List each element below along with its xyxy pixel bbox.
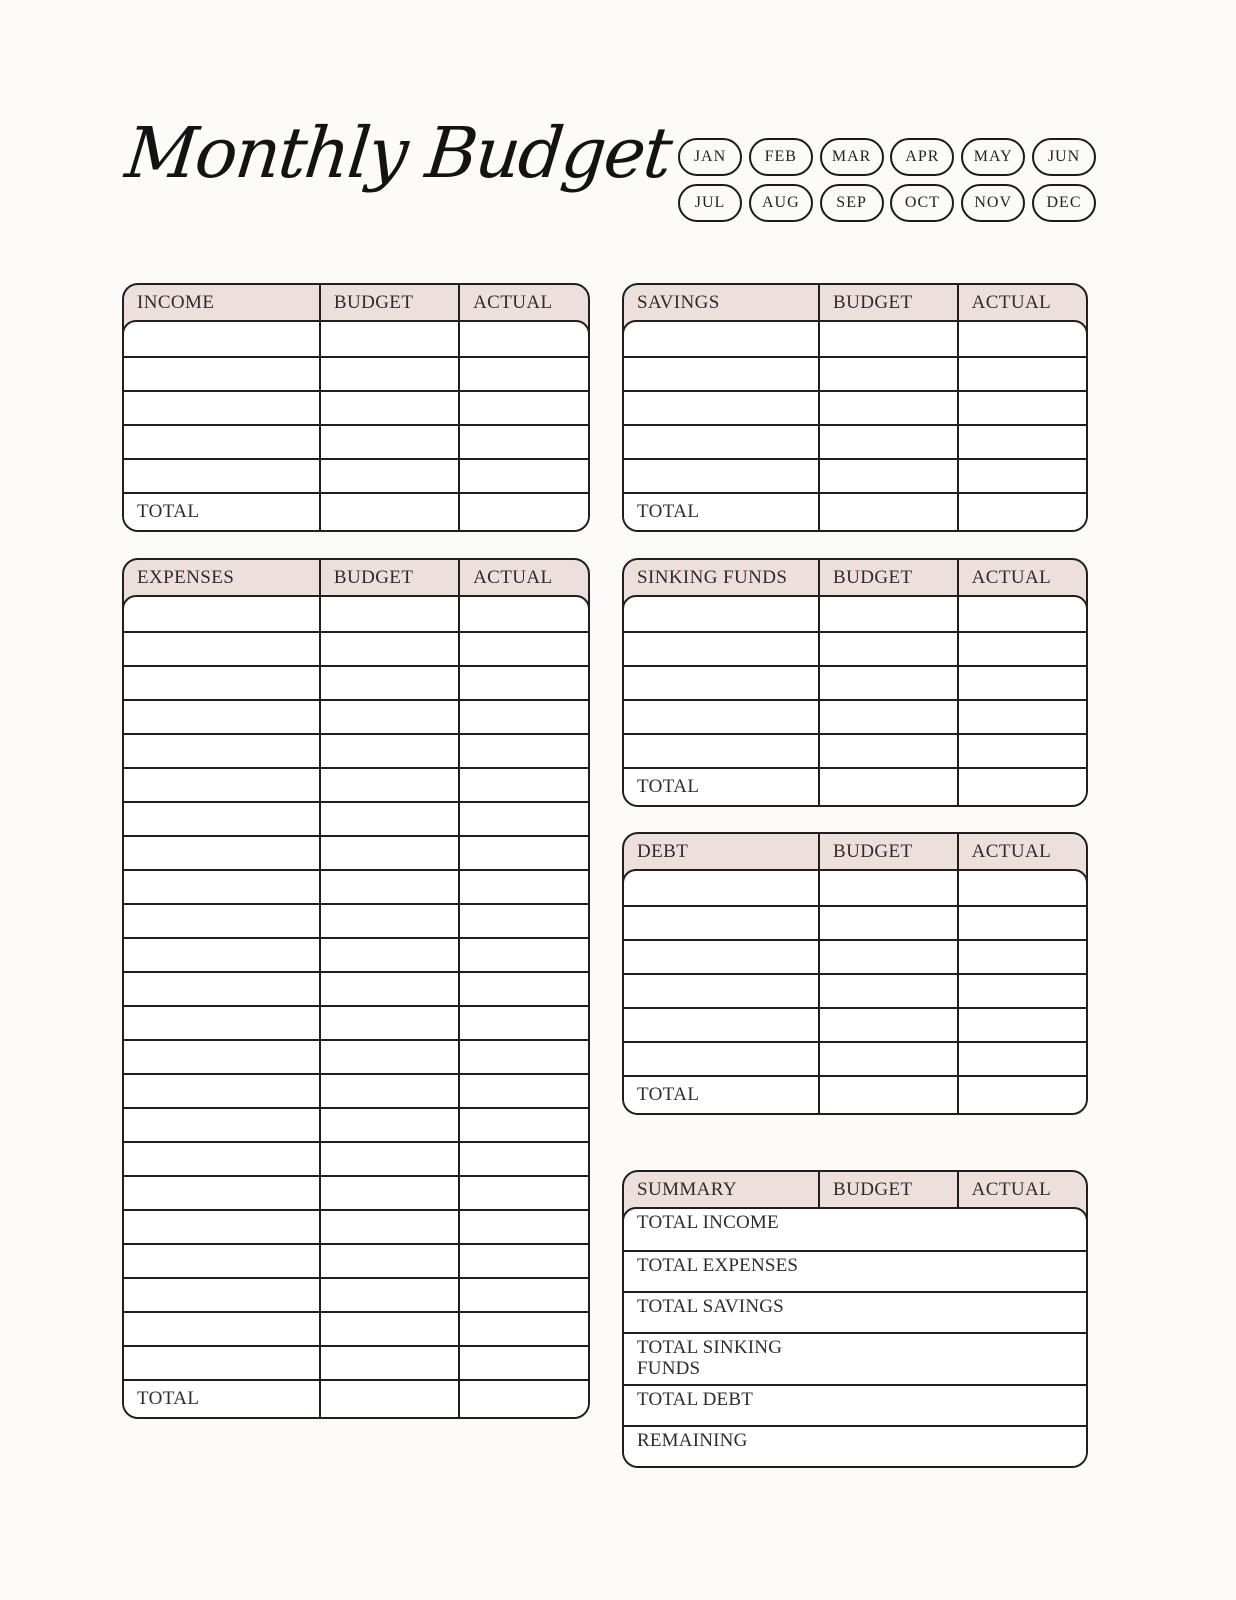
table-body xyxy=(622,1207,1088,1468)
table-row xyxy=(124,665,588,699)
table-row xyxy=(124,903,588,937)
table-cell[interactable] xyxy=(124,1313,319,1345)
table-row xyxy=(624,631,1086,665)
table-cell[interactable] xyxy=(319,973,458,1005)
table-cell[interactable] xyxy=(818,633,957,665)
table-title: SAVINGS xyxy=(637,291,720,313)
table-header-row xyxy=(624,834,1086,869)
table-cell[interactable] xyxy=(624,941,818,973)
table-row xyxy=(624,973,1086,1007)
table-cell[interactable] xyxy=(818,1043,957,1075)
month-pill-may[interactable]: MAY xyxy=(961,138,1025,176)
summary-row-label: REMAINING xyxy=(637,1429,748,1451)
table-cell[interactable] xyxy=(458,1211,588,1243)
table-header-row xyxy=(124,560,588,595)
column-header-actual: ACTUAL xyxy=(458,560,588,595)
table-cell[interactable] xyxy=(319,460,458,492)
summary-row-label: TOTAL EXPENSES xyxy=(637,1255,799,1276)
table-row xyxy=(124,322,588,356)
table-cell[interactable] xyxy=(624,392,818,424)
table-cell[interactable] xyxy=(458,1279,588,1311)
table-cell[interactable] xyxy=(458,1381,588,1417)
table-cell[interactable] xyxy=(124,973,319,1005)
table-cell[interactable] xyxy=(957,1043,1086,1075)
table-cell[interactable] xyxy=(818,358,957,390)
table-row xyxy=(124,699,588,733)
summary-row-label: TOTAL SINKING FUNDS xyxy=(637,1337,783,1379)
table-cell[interactable] xyxy=(458,597,588,631)
table-cell[interactable] xyxy=(818,1077,957,1113)
table-row xyxy=(124,424,588,458)
table-cell[interactable] xyxy=(458,1347,588,1379)
table-row xyxy=(124,597,588,631)
table-cell[interactable] xyxy=(458,494,588,530)
table-body xyxy=(622,869,1088,1115)
table-cell[interactable] xyxy=(957,633,1086,665)
table-cell[interactable] xyxy=(458,322,588,356)
table-row xyxy=(124,1311,588,1345)
table-cell[interactable] xyxy=(124,392,319,424)
table-row xyxy=(124,1209,588,1243)
table-cell[interactable] xyxy=(124,597,319,631)
table-row xyxy=(124,1345,588,1379)
total-label: TOTAL xyxy=(137,501,200,522)
table-cell[interactable] xyxy=(818,667,957,699)
total-row xyxy=(624,767,1086,805)
table-cell[interactable] xyxy=(319,701,458,733)
table-row xyxy=(124,733,588,767)
table-cell[interactable] xyxy=(124,837,319,869)
month-selector xyxy=(678,138,1096,222)
table-body xyxy=(122,595,590,1419)
table-row xyxy=(624,458,1086,492)
table-row xyxy=(124,801,588,835)
month-pill-aug[interactable]: AUG xyxy=(749,184,813,222)
table-cell[interactable] xyxy=(319,667,458,699)
table-cell[interactable] xyxy=(624,701,818,733)
table-cell[interactable] xyxy=(458,633,588,665)
month-pill-jul[interactable]: JUL xyxy=(678,184,742,222)
total-label: TOTAL xyxy=(637,501,700,522)
table-row xyxy=(124,869,588,903)
table-cell[interactable] xyxy=(319,803,458,835)
table-header-row xyxy=(124,285,588,320)
table-cell[interactable] xyxy=(458,837,588,869)
table-cell[interactable] xyxy=(624,322,818,356)
table-cell[interactable] xyxy=(818,975,957,1007)
summary-row-label: TOTAL SAVINGS xyxy=(637,1296,784,1317)
table-cell[interactable] xyxy=(957,975,1086,1007)
table-cell[interactable] xyxy=(319,1381,458,1417)
table-row xyxy=(124,390,588,424)
table-cell[interactable] xyxy=(319,1143,458,1175)
table-cell[interactable] xyxy=(124,633,319,665)
table-header-row xyxy=(624,285,1086,320)
table-cell[interactable] xyxy=(319,426,458,458)
table-cell[interactable] xyxy=(124,905,319,937)
table-cell[interactable] xyxy=(319,939,458,971)
month-pill-apr[interactable]: APR xyxy=(890,138,954,176)
table-cell[interactable] xyxy=(458,701,588,733)
table-cell[interactable] xyxy=(818,907,957,939)
table-row xyxy=(124,631,588,665)
table-title: SINKING FUNDS xyxy=(637,566,788,588)
table-cell[interactable] xyxy=(124,1041,319,1073)
summary-row xyxy=(624,1384,1086,1425)
column-header-budget: BUDGET xyxy=(319,285,458,320)
column-header-actual: ACTUAL xyxy=(957,1172,1086,1207)
table-cell[interactable] xyxy=(319,735,458,767)
table-row xyxy=(124,1039,588,1073)
summary-row xyxy=(624,1425,1086,1466)
month-pill-sep[interactable]: SEP xyxy=(820,184,884,222)
table-cell[interactable] xyxy=(124,1245,319,1277)
table-cell[interactable] xyxy=(458,735,588,767)
table-title: EXPENSES xyxy=(137,566,235,588)
table-cell[interactable] xyxy=(458,392,588,424)
table-row xyxy=(624,905,1086,939)
table-cell[interactable] xyxy=(458,871,588,903)
table-cell[interactable] xyxy=(458,1109,588,1141)
table-cell[interactable] xyxy=(319,597,458,631)
summary-table xyxy=(622,1170,1088,1468)
table-cell[interactable] xyxy=(458,769,588,801)
table-cell[interactable] xyxy=(624,1009,818,1041)
table-cell[interactable] xyxy=(957,494,1086,530)
table-cell[interactable] xyxy=(124,803,319,835)
table-cell[interactable] xyxy=(624,907,818,939)
table-cell[interactable] xyxy=(458,1245,588,1277)
table-row xyxy=(624,322,1086,356)
table-row xyxy=(624,424,1086,458)
table-cell[interactable] xyxy=(458,803,588,835)
table-cell[interactable] xyxy=(319,905,458,937)
table-row xyxy=(124,1107,588,1141)
table-cell[interactable] xyxy=(624,426,818,458)
table-row xyxy=(624,597,1086,631)
table-cell[interactable] xyxy=(458,905,588,937)
table-cell[interactable] xyxy=(818,460,957,492)
column-header-actual: ACTUAL xyxy=(957,560,1086,595)
table-header-row xyxy=(624,560,1086,595)
table-row xyxy=(124,767,588,801)
column-header-actual: ACTUAL xyxy=(957,834,1086,869)
table-row xyxy=(124,1005,588,1039)
table-cell[interactable] xyxy=(957,460,1086,492)
table-cell[interactable] xyxy=(957,907,1086,939)
table-row xyxy=(124,458,588,492)
summary-row-label: TOTAL DEBT xyxy=(637,1388,754,1410)
table-cell[interactable] xyxy=(458,460,588,492)
savings-table xyxy=(622,283,1088,532)
table-cell[interactable] xyxy=(957,392,1086,424)
month-pill-feb[interactable]: FEB xyxy=(749,138,813,176)
table-cell[interactable] xyxy=(624,735,818,767)
table-cell[interactable] xyxy=(124,1279,319,1311)
table-cell[interactable] xyxy=(458,1177,588,1209)
table-cell[interactable] xyxy=(957,735,1086,767)
table-cell[interactable] xyxy=(624,1043,818,1075)
table-cell[interactable] xyxy=(124,769,319,801)
table-cell[interactable] xyxy=(458,939,588,971)
table-cell[interactable] xyxy=(458,1075,588,1107)
table-cell[interactable] xyxy=(818,735,957,767)
table-row xyxy=(624,733,1086,767)
column-header-actual: ACTUAL xyxy=(458,285,588,320)
column-header-budget: BUDGET xyxy=(818,285,957,320)
month-pill-jun[interactable]: JUN xyxy=(1032,138,1096,176)
summary-row-label: TOTAL INCOME xyxy=(637,1212,779,1233)
table-cell[interactable] xyxy=(319,358,458,390)
table-cell[interactable] xyxy=(624,460,818,492)
table-cell[interactable] xyxy=(624,358,818,390)
income-table xyxy=(122,283,590,532)
table-cell[interactable] xyxy=(124,871,319,903)
column-header-budget: BUDGET xyxy=(818,560,957,595)
table-cell[interactable] xyxy=(124,1143,319,1175)
column-header-budget: BUDGET xyxy=(818,834,957,869)
table-row xyxy=(624,1041,1086,1075)
table-cell[interactable] xyxy=(319,837,458,869)
table-cell[interactable] xyxy=(624,597,818,631)
table-cell[interactable] xyxy=(818,871,957,905)
table-cell[interactable] xyxy=(957,358,1086,390)
total-label: TOTAL xyxy=(637,1084,700,1105)
table-cell[interactable] xyxy=(818,769,957,805)
table-body xyxy=(622,320,1088,532)
table-cell[interactable] xyxy=(458,1313,588,1345)
month-pill-oct[interactable]: OCT xyxy=(890,184,954,222)
table-row xyxy=(124,1175,588,1209)
total-row xyxy=(624,492,1086,530)
table-row xyxy=(624,356,1086,390)
table-cell[interactable] xyxy=(124,735,319,767)
sinking-funds-table xyxy=(622,558,1088,807)
column-header-budget: BUDGET xyxy=(319,560,458,595)
table-cell[interactable] xyxy=(319,494,458,530)
table-row xyxy=(124,356,588,390)
table-cell[interactable] xyxy=(957,941,1086,973)
table-row xyxy=(124,971,588,1005)
table-row xyxy=(624,939,1086,973)
table-cell[interactable] xyxy=(458,973,588,1005)
table-cell[interactable] xyxy=(124,701,319,733)
table-cell[interactable] xyxy=(818,494,957,530)
table-row xyxy=(624,699,1086,733)
table-cell[interactable] xyxy=(957,597,1086,631)
table-body xyxy=(622,595,1088,807)
table-title: DEBT xyxy=(637,840,689,862)
table-cell[interactable] xyxy=(124,667,319,699)
table-row xyxy=(624,390,1086,424)
table-row xyxy=(124,1243,588,1277)
table-cell[interactable] xyxy=(319,1007,458,1039)
table-cell[interactable] xyxy=(124,1007,319,1039)
table-title: SUMMARY xyxy=(637,1178,737,1200)
table-row xyxy=(624,871,1086,905)
table-cell[interactable] xyxy=(624,633,818,665)
table-cell[interactable] xyxy=(319,1279,458,1311)
table-cell[interactable] xyxy=(957,769,1086,805)
table-cell[interactable] xyxy=(624,871,818,905)
table-cell[interactable] xyxy=(124,358,319,390)
table-row xyxy=(124,835,588,869)
table-cell[interactable] xyxy=(124,322,319,356)
table-cell[interactable] xyxy=(124,1347,319,1379)
table-cell[interactable] xyxy=(818,426,957,458)
column-header-budget: BUDGET xyxy=(818,1172,957,1207)
table-cell[interactable] xyxy=(124,1075,319,1107)
table-cell[interactable] xyxy=(124,426,319,458)
column-header-actual: ACTUAL xyxy=(957,285,1086,320)
table-cell[interactable] xyxy=(319,1177,458,1209)
table-cell[interactable] xyxy=(624,667,818,699)
month-pill-nov[interactable]: NOV xyxy=(961,184,1025,222)
table-row xyxy=(624,1007,1086,1041)
table-cell[interactable] xyxy=(818,392,957,424)
month-pill-mar[interactable]: MAR xyxy=(820,138,884,176)
table-cell[interactable] xyxy=(458,667,588,699)
table-cell[interactable] xyxy=(957,701,1086,733)
table-cell[interactable] xyxy=(319,1211,458,1243)
table-cell[interactable] xyxy=(124,939,319,971)
month-pill-jan[interactable]: JAN xyxy=(678,138,742,176)
table-cell[interactable] xyxy=(319,1041,458,1073)
table-row xyxy=(124,1073,588,1107)
table-cell[interactable] xyxy=(458,426,588,458)
table-cell[interactable] xyxy=(319,1245,458,1277)
table-cell[interactable] xyxy=(319,1075,458,1107)
table-cell[interactable] xyxy=(624,975,818,1007)
table-cell[interactable] xyxy=(319,1313,458,1345)
table-cell[interactable] xyxy=(957,1009,1086,1041)
table-body xyxy=(122,320,590,532)
expenses-table xyxy=(122,558,590,1419)
table-cell[interactable] xyxy=(957,1077,1086,1113)
table-cell[interactable] xyxy=(458,1143,588,1175)
summary-row xyxy=(624,1209,1086,1250)
debt-table xyxy=(622,832,1088,1115)
table-cell[interactable] xyxy=(319,769,458,801)
table-row xyxy=(124,937,588,971)
table-cell[interactable] xyxy=(957,426,1086,458)
table-title: INCOME xyxy=(137,291,215,313)
summary-row xyxy=(624,1291,1086,1332)
table-cell[interactable] xyxy=(319,392,458,424)
table-cell[interactable] xyxy=(818,941,957,973)
table-cell[interactable] xyxy=(957,322,1086,356)
table-row xyxy=(124,1277,588,1311)
table-cell[interactable] xyxy=(957,667,1086,699)
table-cell[interactable] xyxy=(818,597,957,631)
table-row xyxy=(624,665,1086,699)
table-row xyxy=(124,1141,588,1175)
total-row xyxy=(624,1075,1086,1113)
table-cell[interactable] xyxy=(319,1347,458,1379)
table-cell[interactable] xyxy=(957,871,1086,905)
summary-row xyxy=(624,1250,1086,1291)
total-row xyxy=(124,492,588,530)
table-cell[interactable] xyxy=(124,1211,319,1243)
table-cell[interactable] xyxy=(319,871,458,903)
table-cell[interactable] xyxy=(818,1009,957,1041)
table-cell[interactable] xyxy=(124,1177,319,1209)
table-cell[interactable] xyxy=(319,1109,458,1141)
table-cell[interactable] xyxy=(818,701,957,733)
table-cell[interactable] xyxy=(458,1041,588,1073)
summary-row xyxy=(624,1332,1086,1384)
table-cell[interactable] xyxy=(124,1109,319,1141)
table-header-row xyxy=(624,1172,1086,1207)
table-cell[interactable] xyxy=(319,322,458,356)
table-cell[interactable] xyxy=(458,1007,588,1039)
table-cell[interactable] xyxy=(818,322,957,356)
table-cell[interactable] xyxy=(124,460,319,492)
total-row xyxy=(124,1379,588,1417)
page-title: Monthly Budget xyxy=(121,112,675,194)
month-pill-dec[interactable]: DEC xyxy=(1032,184,1096,222)
table-cell[interactable] xyxy=(458,358,588,390)
table-cell[interactable] xyxy=(319,633,458,665)
total-label: TOTAL xyxy=(137,1388,200,1409)
total-label: TOTAL xyxy=(637,776,700,797)
